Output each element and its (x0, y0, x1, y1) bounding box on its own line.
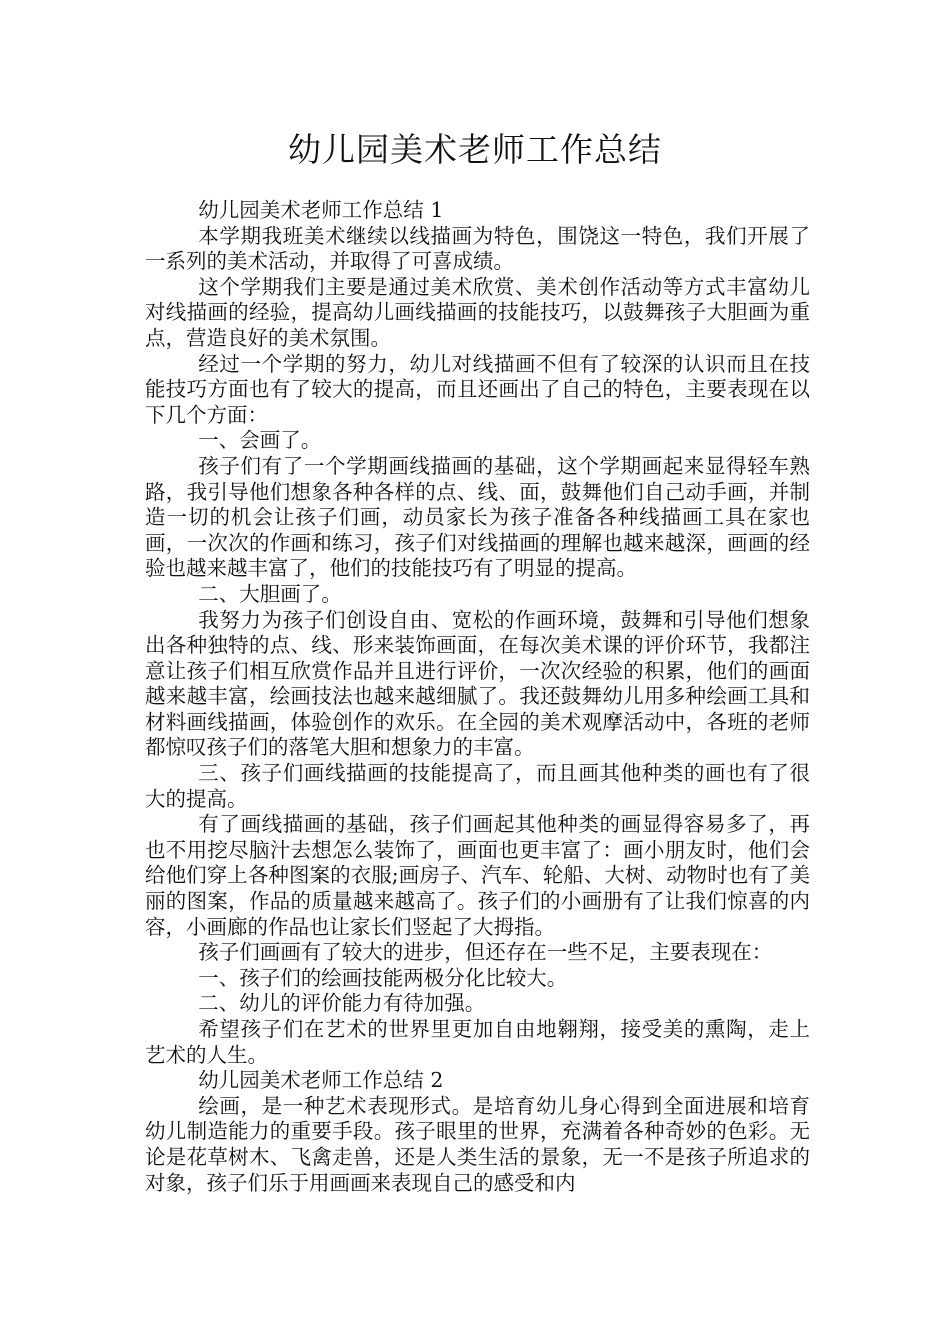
paragraph: 希望孩子们在艺术的世界里更加自由地翱翔，接受美的熏陶，走上艺术的人生。 (145, 1017, 810, 1067)
document-body (145, 198, 810, 1196)
paragraph: 我努力为孩子们创设自由、宽松的作画环境，鼓舞和引导他们想象出各种独特的点、线、形来装饰画面，在每次美术课的评价环节，我都注意让孩子们相互欣赏作品并且进行评价，一次次经验的积累，他们的画面越来越丰富，绘画技法也越来越细腻了。我还鼓舞幼儿用多种绘画工具和材料画线描画，体验创作的欢乐。在全园的美术观摩活动中，各班的老师都惊叹孩子们的落笔大胆和想象力的丰富。 (145, 607, 810, 760)
document-title: 幼儿园美术老师工作总结 (288, 130, 662, 169)
paragraph-section-heading-1: 幼儿园美术老师工作总结 1 (198, 198, 444, 222)
paragraph: 有了画线描画的基础，孩子们画起其他种类的画显得容易多了，再也不用挖尽脑汁去想怎么装饰了，画面也更丰富了：画小朋友时，他们会给他们穿上各种图案的衣服;画房子、汽车、轮船、大树、动物时也有了美丽的图案，作品的质量越来越高了。孩子们的小画册有了让我们惊喜的内容，小画廊的作品也让家长们竖起了大拇指。 (145, 812, 810, 939)
paragraph: 本学期我班美术继续以线描画为特色，围饶这一特色，我们开展了一系列的美术活动，并取得了可喜成绩。 (145, 223, 810, 274)
paragraph: 一、孩子们的绘画技能两极分化比较大。 (198, 965, 568, 990)
paragraph: 经过一个学期的努力，幼儿对线描画不但有了较深的认识而且在技能技巧方面也有了较大的提高，而且还画出了自己的特色，主要表现在以下几个方面： (145, 351, 810, 427)
paragraph: 孩子们有了一个学期画线描画的基础，这个学期画起来显得轻车熟路，我引导他们想象各种各样的点、线、面，鼓舞他们自己动手画，并制造一切的机会让孩子们画，动员家长为孩子准备各种线描画工具在家也画，一次次的作画和练习，孩子们对线描画的理解也越来越深，画画的经验也越来越丰富了，他们的技能技巧有了明显的提高。 (145, 453, 810, 581)
paragraph: 这个学期我们主要是通过美术欣赏、美术创作活动等方式丰富幼儿对线描画的经验，提高幼儿画线描画的技能技巧，以鼓舞孩子大胆画为重点，营造良好的美术氛围。 (145, 274, 810, 350)
paragraph-subheading: 三、孩子们画线描画的技能提高了，而且画其他种类的画也有了很大的提高。 (145, 761, 810, 811)
paragraph: 二、幼儿的评价能力有待加强。 (198, 991, 486, 1016)
paragraph: 绘画，是一种艺术表现形式。是培育幼儿身心得到全面进展和培育幼儿制造能力的重要手段。孩子眼里的世界，充满着各种奇妙的色彩。无论是花草树木、飞禽走兽，还是人类生活的景象，无一不是孩子所追求的对象，孩子们乐于用画画来表现自己的感受和内 (145, 1093, 810, 1195)
paragraph-subheading: 一、会画了。 (198, 428, 322, 453)
paragraph: 孩子们画画有了较大的进步，但还存在一些不足，主要表现在： (198, 940, 773, 965)
paragraph-subheading: 二、大胆画了。 (198, 581, 342, 606)
paragraph-section-heading-2: 幼儿园美术老师工作总结 2 (198, 1068, 444, 1093)
